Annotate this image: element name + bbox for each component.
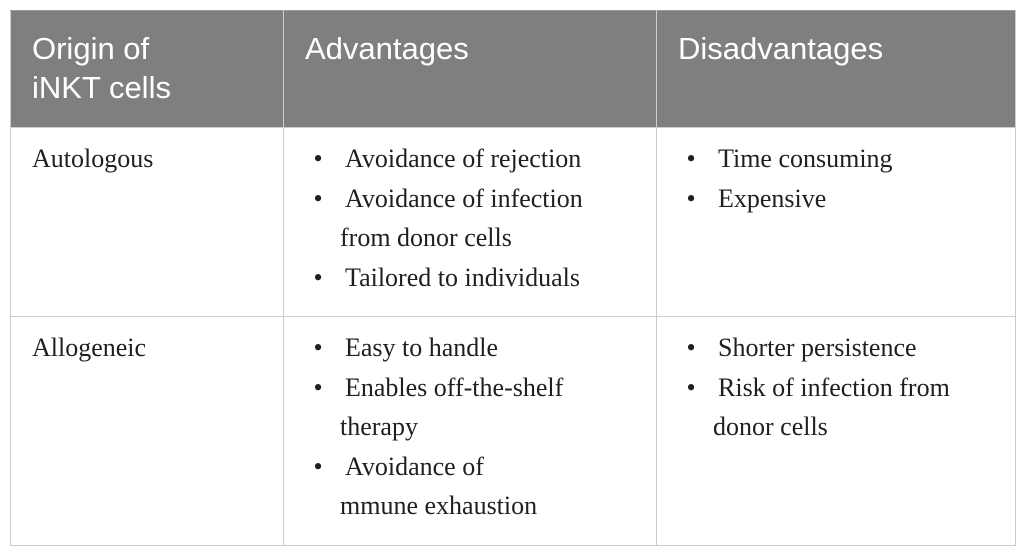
list-item-text: Avoidance of [345,451,484,481]
disadvantages-list [678,139,999,218]
origin-cell [11,317,284,546]
list-item-text: Shorter persistence [718,333,917,362]
bullet-icon: • [313,372,323,402]
list-item-text-continued: mmune exhaustion [340,491,538,520]
list-item [305,139,640,179]
bullet-icon: • [686,372,696,402]
advantages-list [305,328,640,526]
table-row-autologous [11,128,1016,317]
list-item-text-continued: donor cells [713,412,828,441]
header-advantages-label: Advantages [305,31,469,66]
header-disadvantages-label: Disadvantages [678,31,884,66]
advantages-cell [284,317,657,546]
origin-label: Autologous [32,144,154,173]
bullet-icon: • [313,144,323,173]
table-row-allogeneic [11,317,1016,546]
advantages-cell [284,128,657,317]
origin-label: Allogeneic [32,333,147,362]
list-item-text: Tailored to individuals [345,262,581,292]
list-item [305,258,640,298]
list-item-text: Avoidance of rejection [345,144,582,173]
bullet-icon: • [313,262,323,292]
origin-cell [11,128,284,317]
list-item [678,179,999,219]
bullet-icon: • [313,183,323,213]
bullet-icon: • [313,333,323,362]
list-item-text: Time consuming [718,144,893,173]
list-item-text: Enables off-the-shelf [345,372,564,402]
bullet-icon: • [686,183,696,213]
disadvantages-list [678,328,999,447]
list-item [678,328,999,368]
header-origin-line-2: iNKT cells [32,70,171,105]
bullet-icon: • [686,144,696,173]
comparison-table [10,10,1016,546]
list-item-text: Easy to handle [345,333,499,362]
list-item [305,368,640,447]
list-item-text: Expensive [718,183,827,213]
list-item [678,368,999,447]
list-item [305,328,640,368]
list-item [305,447,640,526]
header-disadvantages [657,11,1016,128]
disadvantages-cell [657,128,1016,317]
header-origin-line-1: Origin of [32,31,150,66]
list-item [305,179,640,258]
header-origin [11,11,284,128]
header-advantages [284,11,657,128]
list-item-text: Avoidance of infection [345,183,583,213]
list-item [678,139,999,179]
disadvantages-cell [657,317,1016,546]
list-item-text: Risk of infection from [718,372,950,402]
list-item-text-continued: from donor cells [340,223,512,252]
header-row [11,11,1016,128]
bullet-icon: • [686,333,696,362]
bullet-icon: • [313,451,323,481]
advantages-list [305,139,640,297]
list-item-text-continued: therapy [340,412,418,441]
